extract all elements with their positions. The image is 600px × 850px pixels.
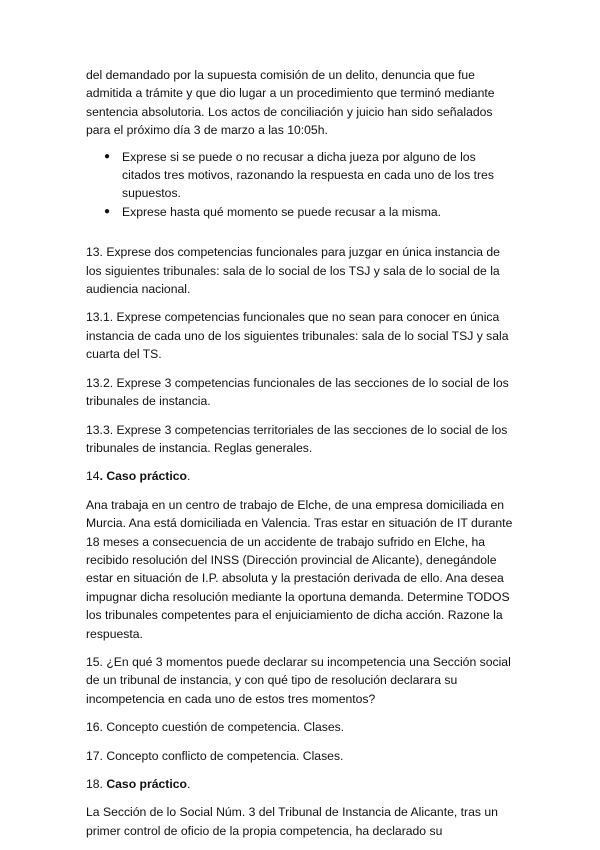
- bullet-item: [104, 148, 516, 203]
- bullet-dot-icon: ●: [104, 150, 111, 162]
- question-14-heading: [86, 467, 516, 485]
- bullet-text: Exprese si se puede o no recusar a dicha jueza por alguno de los citados tres motivos, razonando la respuesta en cada uno de los tres supuestos.: [122, 149, 494, 201]
- question-13-2: 13.2. Exprese 3 competencias funcionales de las secciones de lo social de los tribunales de instancia.: [86, 375, 509, 409]
- question-18-title: Caso práctico: [106, 777, 187, 791]
- question-15: 15. ¿En qué 3 momentos puede declarar su incompetencia una Sección social de un tribunal de instancia, y con qué tipo de resolución declarara su incompetencia en cada uno de estos tres momentos?: [86, 654, 511, 706]
- intro-paragraph: del demandado por la supuesta comisión de un delito, denuncia que fue admitida a trámite y que dio lugar a un procedimiento que terminó mediante sentencia absolutoria. Los actos de conciliación y juicio han sido señalados para el próximo día 3 de marzo a las 10:05h.: [86, 68, 495, 138]
- question-13: 13. Exprese dos competencias funcionales para juzgar en única instancia de los siguientes tribunales: sala de lo social de los TSJ y sala de lo social de la audiencia nacional.: [86, 245, 500, 297]
- question-17: 17. Concepto conflicto de competencia. Clases.: [86, 748, 344, 763]
- document-page: [86, 66, 516, 850]
- bullet-item: [104, 203, 516, 221]
- question-18-body: La Sección de lo Social Núm. 3 del Tribunal de Instancia de Alicante, tras un primer control de oficio de la propia competencia, ha declarado su: [86, 805, 498, 838]
- bullet-text: Exprese hasta qué momento se puede recusar a la misma.: [122, 204, 442, 219]
- question-18-heading: [86, 775, 516, 793]
- question-14-body: Ana trabaja en un centro de trabajo de Elche, de una empresa domiciliada en Murcia. Ana está domiciliada en Valencia. Tras estar en situación de IT durante 18 meses a consecuencia de un accidente de trabajo sufrido en Elche, ha recibido resolución del INSS (Dirección provincial de Alicante), denegándole estar en situación de I.P. absoluta y la prestación derivada de ello. Ana desea impugnar dicha resolución mediante la oportuna demanda. Determine TODOS los tribunales competentes para el enjuiciamiento de dicha acción. Razone la respuesta.: [86, 497, 513, 641]
- question-16: 16. Concepto cuestión de competencia. Clases.: [86, 720, 345, 735]
- question-14-title: . Caso práctico: [99, 469, 187, 484]
- question-14-number: 14: [86, 469, 100, 484]
- question-18-period: .: [186, 777, 191, 791]
- question-14-period: .: [186, 469, 191, 484]
- question-13-1: 13.1. Exprese competencias funcionales que no sean para conocer en única instancia de cada uno de los siguientes tribunales: sala de lo social TSJ y sala cuarta del TS.: [86, 310, 509, 362]
- question-18-number: 18.: [86, 777, 107, 791]
- bullet-list: [86, 148, 516, 222]
- question-13-3: 13.3. Exprese 3 competencias territoriales de las secciones de lo social de los tribunales de instancia. Reglas generales.: [86, 422, 508, 455]
- bullet-dot-icon: ●: [104, 205, 111, 217]
